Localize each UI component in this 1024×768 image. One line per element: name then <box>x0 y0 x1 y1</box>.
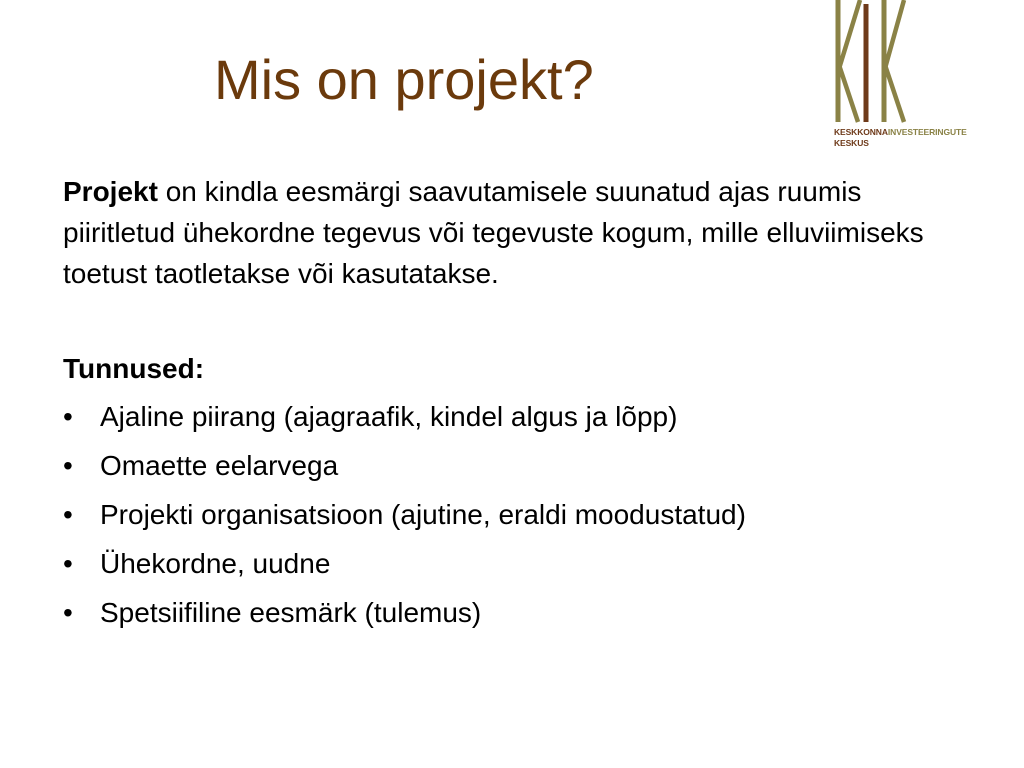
list-item <box>63 543 746 592</box>
intro-paragraph <box>63 171 963 294</box>
logo-text-keskkonna: KESKKONNA <box>834 127 888 137</box>
list-item <box>63 445 746 494</box>
bullet-icon: • <box>63 548 73 579</box>
list-item <box>63 592 746 641</box>
list-item-text: Omaette eelarvega <box>100 450 339 481</box>
logo-text-investeeringute: INVESTEERINGUTE <box>887 127 967 137</box>
list-item <box>63 396 746 445</box>
logo-text-keskus: KESKUS <box>834 138 869 148</box>
intro-definition: on kindla eesmärgi saavutamisele suunatud ajas ruumis piiritletud ühekordne tegevus või tegevuste kogum, mille elluviimiseks toetust taotletakse või kasutatakse. <box>63 176 924 289</box>
bullet-icon: • <box>63 499 73 530</box>
slide-body <box>63 171 963 628</box>
list-item-text: Ajaline piirang (ajagraafik, kindel algus ja lõpp) <box>100 401 678 432</box>
kik-logo <box>826 0 976 160</box>
bullet-icon: • <box>63 597 73 628</box>
logo-wordmark <box>834 127 967 149</box>
bullet-icon: • <box>63 450 73 481</box>
list-item-text: Ühekordne, uudne <box>100 548 331 579</box>
features-heading: Tunnused: <box>63 353 205 384</box>
slide-title: Mis on projekt? <box>214 48 594 111</box>
list-item-text: Spetsiifiline eesmärk (tulemus) <box>100 597 482 628</box>
kik-logo-mark-icon <box>826 0 976 125</box>
list-item <box>63 494 746 543</box>
list-item-text: Projekti organisatsioon (ajutine, eraldi moodustatud) <box>100 499 746 530</box>
intro-term: Projekt <box>63 176 158 207</box>
features-list <box>63 396 746 641</box>
bullet-icon: • <box>63 401 73 432</box>
